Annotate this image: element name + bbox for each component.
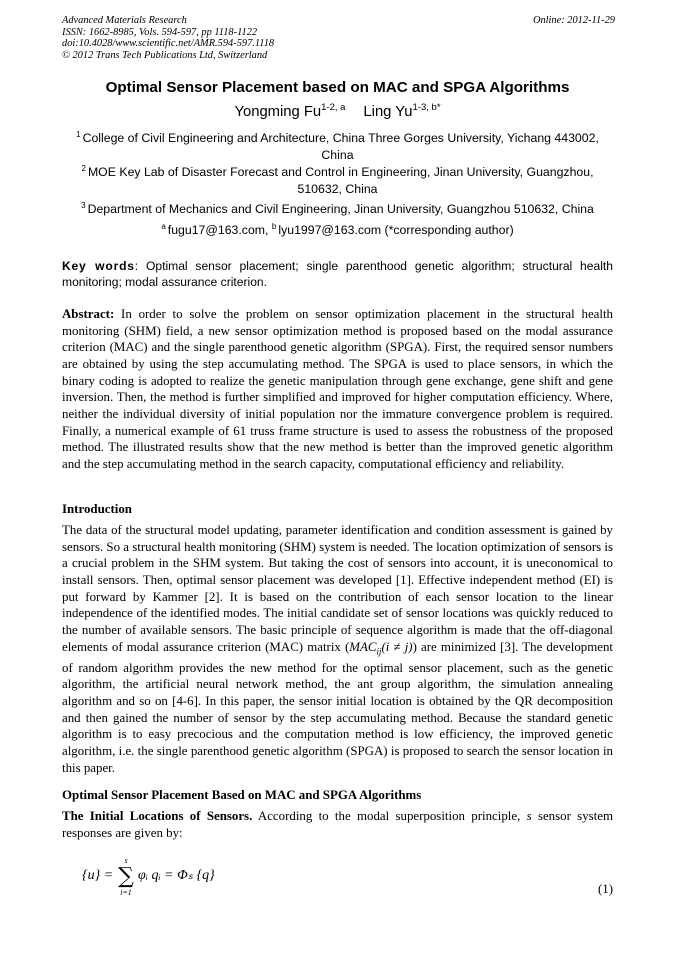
equation-number: (1) <box>597 882 613 896</box>
subsection-heading: The Initial Locations of Sensors. <box>62 809 253 823</box>
online-date: Online: 2012-11-29 <box>532 15 615 26</box>
introduction-heading: Introduction <box>62 502 132 516</box>
journal-name: Advanced Materials Research <box>62 15 187 26</box>
affiliation-text: Department of Mechanics and Civil Engineering, Jinan University, Guangzhou 510632, China <box>87 202 594 216</box>
abstract <box>62 306 613 473</box>
email-mark: b <box>271 222 277 231</box>
affiliation-number: 1 <box>76 130 81 139</box>
sum-lower-limit: i=1 <box>120 888 132 897</box>
keywords-label: Key words <box>62 259 135 273</box>
author-list <box>62 104 613 120</box>
keywords-text: : Optimal sensor placement; single parenthood genetic algorithm; structural health monitoring; modal assurance criterion. <box>62 259 613 290</box>
section-body <box>62 808 613 841</box>
abstract-label: Abstract: <box>62 307 115 321</box>
author-affiliation-mark: 1-3, b* <box>412 102 441 113</box>
section-heading: Optimal Sensor Placement Based on MAC and SPGA Algorithms <box>62 788 422 802</box>
paper-title: Optimal Sensor Placement based on MAC and SPGA Algorithms <box>105 79 570 96</box>
intro-text-after: ) are minimized [3]. The development of random algorithm provides the new method for the optimal sensor placement, such as the genetic algorithm, the artificial neural network method, the ant group algorithm, the simulation annealing algorithm and so on [4-6]. In this paper, the sensor initial location is obtained by the QR decomposition and then gained the number of sensor by the step accumulating method. Because the standard genetic algorithm is to easy precocious and the computation method is low efficiency, the improved genetic algorithm, i.e. the single parenthood genetic algorithm (SPGA) is proposed to search the sensor location in this paper. <box>62 639 613 775</box>
journal-header <box>62 15 274 61</box>
email-mark: a <box>161 222 166 231</box>
sum-symbol: ∑ <box>118 864 134 889</box>
sum-upper-limit: s <box>124 856 128 865</box>
section-text: According to the modal superposition principle, <box>252 809 527 823</box>
equation-body: φᵢ qᵢ = Φₛ {q} <box>138 868 215 883</box>
author-name: Ling Yu <box>363 104 413 120</box>
copyright: © 2012 Trans Tech Publications Ltd, Switzerland <box>62 49 268 61</box>
intro-text-before: The data of the structural model updating, parameter identification and condition assessment is gained by sensors. So a structural health monitoring (SHM) system is needed. The location optimization of sensors is a crucial problem in the SHM system. But taking the cost of sensors into account, it is uneconomical to install sensors. Then, optimal sensor placement was developed [1]. Effective independent method (EI) is put forward by Kammer [2]. It is based on the contribution of each sensor location to the linear independence of the identified modes. The initial candidate set of sensor locations was quickly reduced to the number of available sensors. The basic principle of sequence algorithm is made that the off-diagonal elements of modal assurance criterion (MAC) matrix ( <box>62 523 613 654</box>
affiliation <box>62 130 613 163</box>
equation-lhs: {u} = <box>82 868 114 883</box>
math-mac: MAC <box>349 639 377 654</box>
affiliation <box>62 201 613 218</box>
author-emails <box>62 223 613 237</box>
affiliation-text: MOE Key Lab of Disaster Forecast and Control in Engineering, Jinan University, Guangzhou, 510632, China <box>87 165 594 196</box>
keywords <box>62 258 613 290</box>
email-link[interactable]: fugu17@163.com, <box>167 223 269 237</box>
introduction-body <box>62 522 613 776</box>
doi: doi:10.4028/www.scientific.net/AMR.594-597.1118 <box>62 38 275 50</box>
equation-1 <box>82 855 242 897</box>
issn: ISSN: 1662-8985, Vols. 594-597, pp 1118-1122 <box>62 26 258 38</box>
email-link[interactable]: lyu1997@163.com (*corresponding author) <box>278 223 514 237</box>
author-name: Yongming Fu <box>234 104 322 120</box>
section-text: sensor system responses are given by: <box>62 809 613 840</box>
affiliation-number: 3 <box>81 201 86 210</box>
affiliation-number: 2 <box>81 164 86 173</box>
math-condition: (i ≠ j) <box>381 639 413 654</box>
affiliation-text: College of Civil Engineering and Architecture, China Three Gorges University, Yichang 443002, China <box>82 131 599 162</box>
math-subscript: ij <box>376 646 382 657</box>
affiliation <box>62 164 613 197</box>
author-affiliation-mark: 1-2, a <box>321 102 346 113</box>
variable-s: s <box>526 809 532 823</box>
abstract-text: In order to solve the problem on sensor optimization placement in the structural health monitoring (SHM) field, a new sensor optimization method is proposed based on the modal assurance criterion (MAC) and the single parenthood genetic algorithm (SPGA). First, the required sensor numbers are obtained by using the step accumulating method. The SPGA is used to place sensors, in which the binary coding is adopted to realize the genetic manipulation through gene exchange, gene shift and gene inversion. Then, the method is further simplified and improved for higher computation efficiency. Where, neither the individual diversity of initial population nor the immature convergence problem is required. Finally, a numerical example of 61 truss frame structure is used to assess the robustness of the proposed method. The illustrated results show that the new method is better than the improved genetic algorithm and the step accumulating method in the search capacity, computational efficiency and reliability. <box>62 307 613 471</box>
